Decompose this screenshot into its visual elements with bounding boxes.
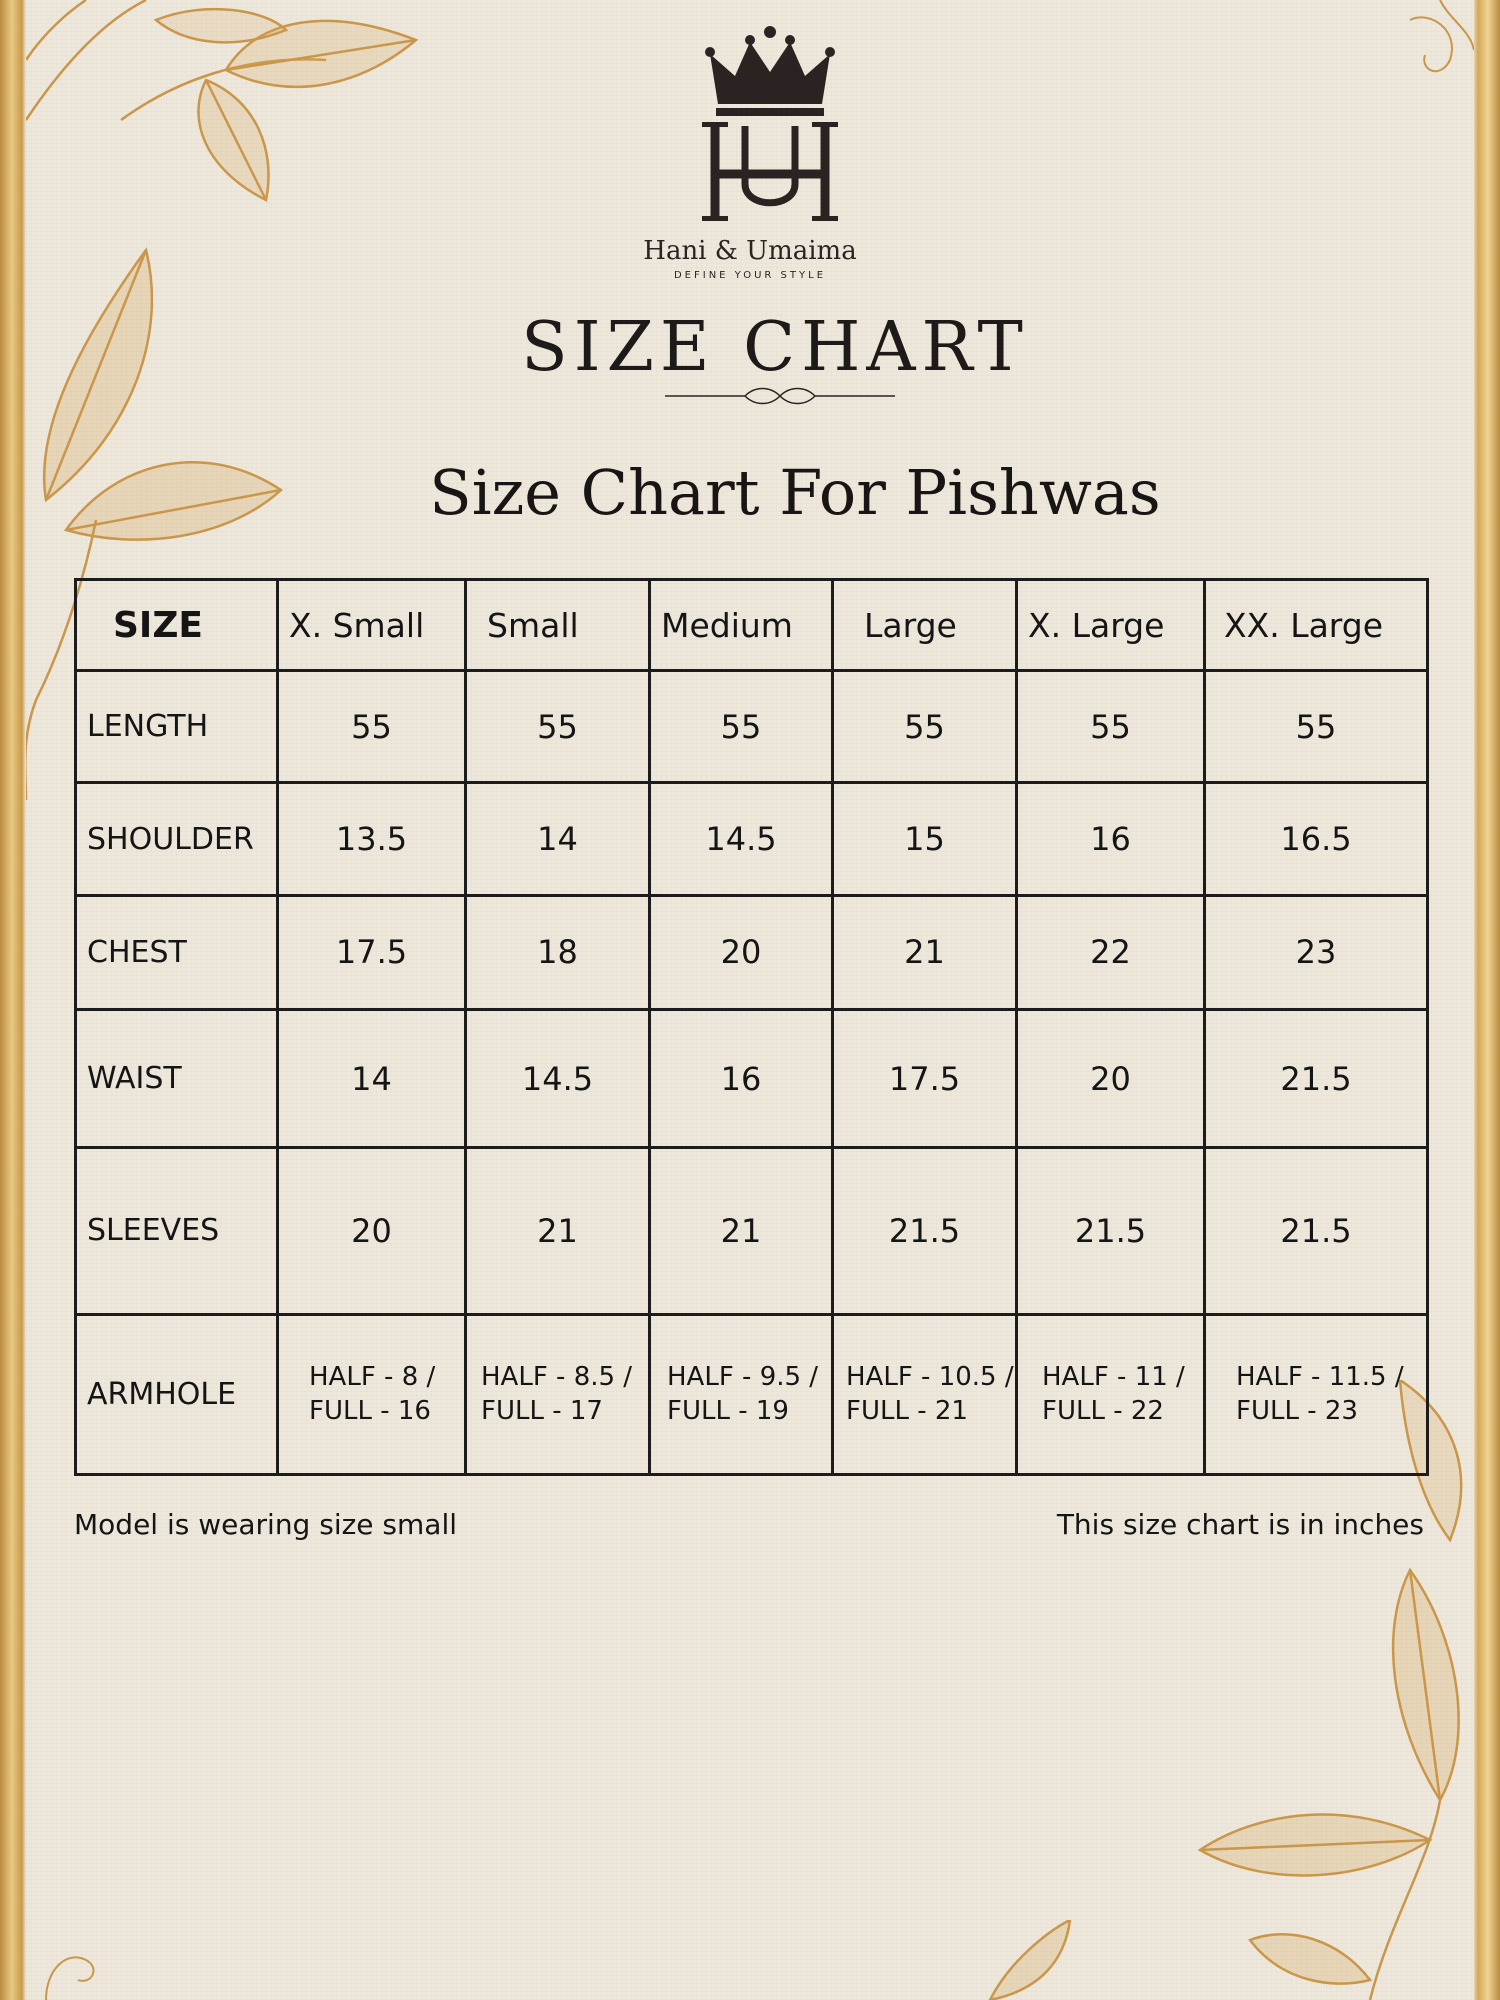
table-cell: 16 (1017, 783, 1205, 895)
row-label-waist: WAIST (76, 1009, 278, 1147)
table-cell: 21.5 (1205, 1148, 1428, 1314)
title-flourish-icon (665, 386, 895, 406)
page-subtitle: Size Chart For Pishwas (429, 456, 1161, 529)
table-cell (278, 1314, 466, 1474)
table-header-row (76, 580, 1428, 671)
table-cell: 16.5 (1205, 783, 1428, 895)
table-cell: 55 (1017, 671, 1205, 783)
row-label-length: LENGTH (76, 671, 278, 783)
unit-note: This size chart is in inches (1056, 1508, 1424, 1541)
table-cell: 17.5 (833, 1009, 1017, 1147)
table-cell: 55 (278, 671, 466, 783)
column-header-small: Small (466, 580, 650, 671)
table-cell: 22 (1017, 895, 1205, 1009)
leaf-decoration-bottom-center-icon (960, 1920, 1120, 2000)
table-cell: 18 (466, 895, 650, 1009)
armhole-half: HALF - 8.5 / (481, 1362, 633, 1393)
column-header-large: Large (833, 580, 1017, 671)
table-cell: 20 (650, 895, 833, 1009)
table-cell: 14 (278, 1009, 466, 1147)
row-label-armhole: ARMHOLE (76, 1314, 278, 1474)
page-title: SIZE CHART (521, 308, 1029, 387)
table-row (76, 1009, 1428, 1147)
table-row (76, 895, 1428, 1009)
model-size-note: Model is wearing size small (74, 1508, 458, 1541)
table-cell: 21.5 (1205, 1009, 1428, 1147)
table-cell: 14.5 (650, 783, 833, 895)
armhole-full: FULL - 17 (481, 1396, 603, 1427)
table-row (76, 783, 1428, 895)
column-header-size: SIZE (76, 580, 278, 671)
armhole-full: FULL - 22 (1042, 1396, 1164, 1427)
table-row (76, 671, 1428, 783)
table-cell: 16 (650, 1009, 833, 1147)
table-cell: 20 (1017, 1009, 1205, 1147)
armhole-half: HALF - 11.5 / (1236, 1362, 1404, 1393)
table-cell: 14.5 (466, 1009, 650, 1147)
table-cell: 21.5 (1017, 1148, 1205, 1314)
armhole-half: HALF - 11 / (1042, 1362, 1185, 1393)
table-cell (466, 1314, 650, 1474)
table-cell (650, 1314, 833, 1474)
table-cell (1017, 1314, 1205, 1474)
table-cell: 55 (1205, 671, 1428, 783)
armhole-full: FULL - 19 (667, 1396, 789, 1427)
table-cell: 20 (278, 1148, 466, 1314)
table-cell (1205, 1314, 1428, 1474)
row-label-chest: CHEST (76, 895, 278, 1009)
table-row (76, 1148, 1428, 1314)
armhole-full: FULL - 21 (846, 1396, 968, 1427)
column-header-xx-large: XX. Large (1205, 580, 1428, 671)
row-label-shoulder: SHOULDER (76, 783, 278, 895)
table-cell: 15 (833, 783, 1017, 895)
leaf-decoration-top-right-icon (1380, 0, 1474, 120)
armhole-half: HALF - 9.5 / (667, 1362, 819, 1393)
row-label-sleeves: SLEEVES (76, 1148, 278, 1314)
armhole-full: FULL - 23 (1236, 1396, 1358, 1427)
scroll-ornament-bottom-left-icon (36, 1920, 116, 2000)
column-header-medium: Medium (650, 580, 833, 671)
column-header-x-large: X. Large (1017, 580, 1205, 671)
brand-logo-icon (680, 14, 860, 224)
table-cell: 21 (466, 1148, 650, 1314)
table-cell: 14 (466, 783, 650, 895)
column-header-x-small: X. Small (278, 580, 466, 671)
brand-tagline: DEFINE YOUR STYLE (673, 270, 827, 281)
table-cell: 55 (650, 671, 833, 783)
armhole-half: HALF - 10.5 / (846, 1362, 1014, 1393)
table-cell: 55 (833, 671, 1017, 783)
table-cell: 21 (650, 1148, 833, 1314)
table-cell: 23 (1205, 895, 1428, 1009)
table-cell: 55 (466, 671, 650, 783)
armhole-half: HALF - 8 / (309, 1362, 436, 1393)
table-cell: 13.5 (278, 783, 466, 895)
brand-name: Hani & Umaima (643, 236, 857, 266)
size-table (74, 578, 1429, 1476)
leaf-decoration-top-left-icon (26, 0, 446, 260)
table-cell (833, 1314, 1017, 1474)
table-cell: 21.5 (833, 1148, 1017, 1314)
armhole-full: FULL - 16 (309, 1396, 431, 1427)
table-cell: 17.5 (278, 895, 466, 1009)
table-row (76, 1314, 1428, 1474)
table-cell: 21 (833, 895, 1017, 1009)
